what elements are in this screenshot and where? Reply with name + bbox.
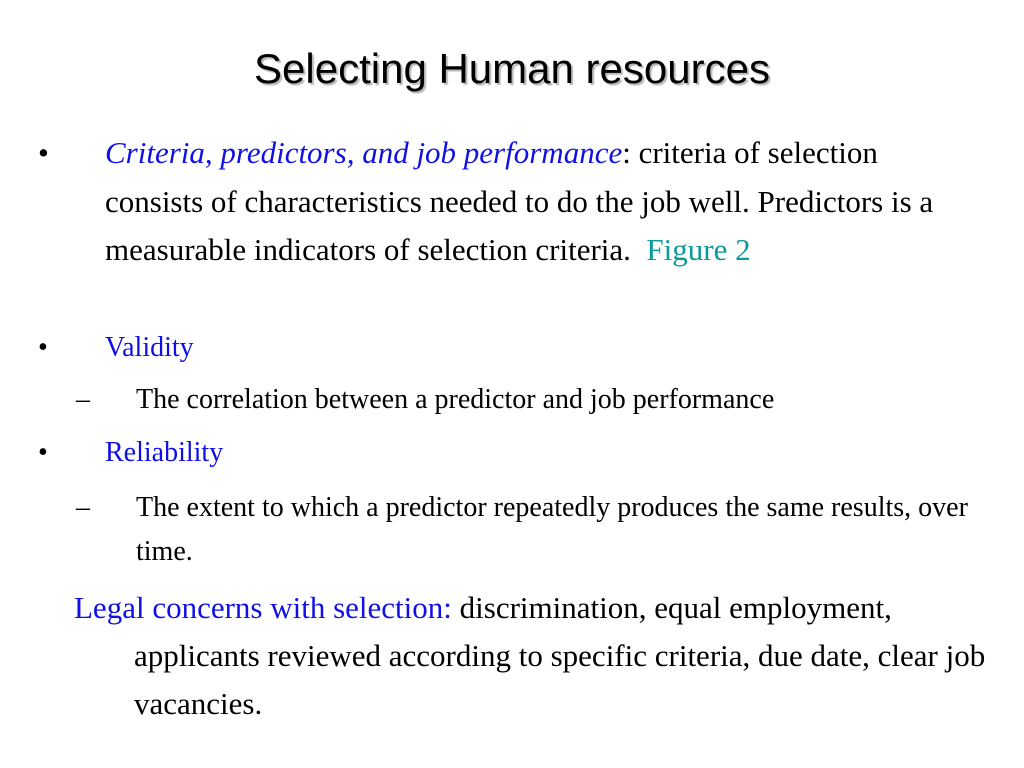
legal-concerns-paragraph bbox=[74, 584, 994, 728]
bullet-marker: • bbox=[38, 332, 48, 363]
bullet-colon: : bbox=[622, 135, 631, 170]
sub-bullet-marker: – bbox=[76, 492, 90, 523]
sub-bullet-reliability-definition: The extent to which a predictor repeatedly produces the same results, over time. bbox=[136, 492, 968, 567]
sub-bullet-validity-definition: The correlation between a predictor and job performance bbox=[136, 384, 775, 415]
bullet-criteria-predictors bbox=[105, 129, 965, 275]
bullet-term: Criteria, predictors, and job performance bbox=[105, 135, 623, 170]
slide-title: Selecting Human resources bbox=[254, 45, 770, 92]
paragraph-text: discrimination, equal employment, applicants reviewed according to specific criteria, due date, clear job vacancies. bbox=[134, 590, 986, 721]
bullet-marker: • bbox=[38, 437, 48, 468]
bullet-text: criteria of selection consists of characteristics needed to do the job well. Predictors is a measurable indicators of selection criteria. bbox=[105, 135, 934, 267]
figure-2-link[interactable]: Figure 2 bbox=[646, 232, 751, 267]
bullet-validity: Validity bbox=[105, 332, 194, 363]
bullet-marker: • bbox=[38, 135, 49, 170]
sub-bullet-marker: – bbox=[76, 384, 90, 415]
bullet-reliability: Reliability bbox=[105, 437, 224, 468]
paragraph-lead: Legal concerns with selection: bbox=[74, 590, 452, 625]
